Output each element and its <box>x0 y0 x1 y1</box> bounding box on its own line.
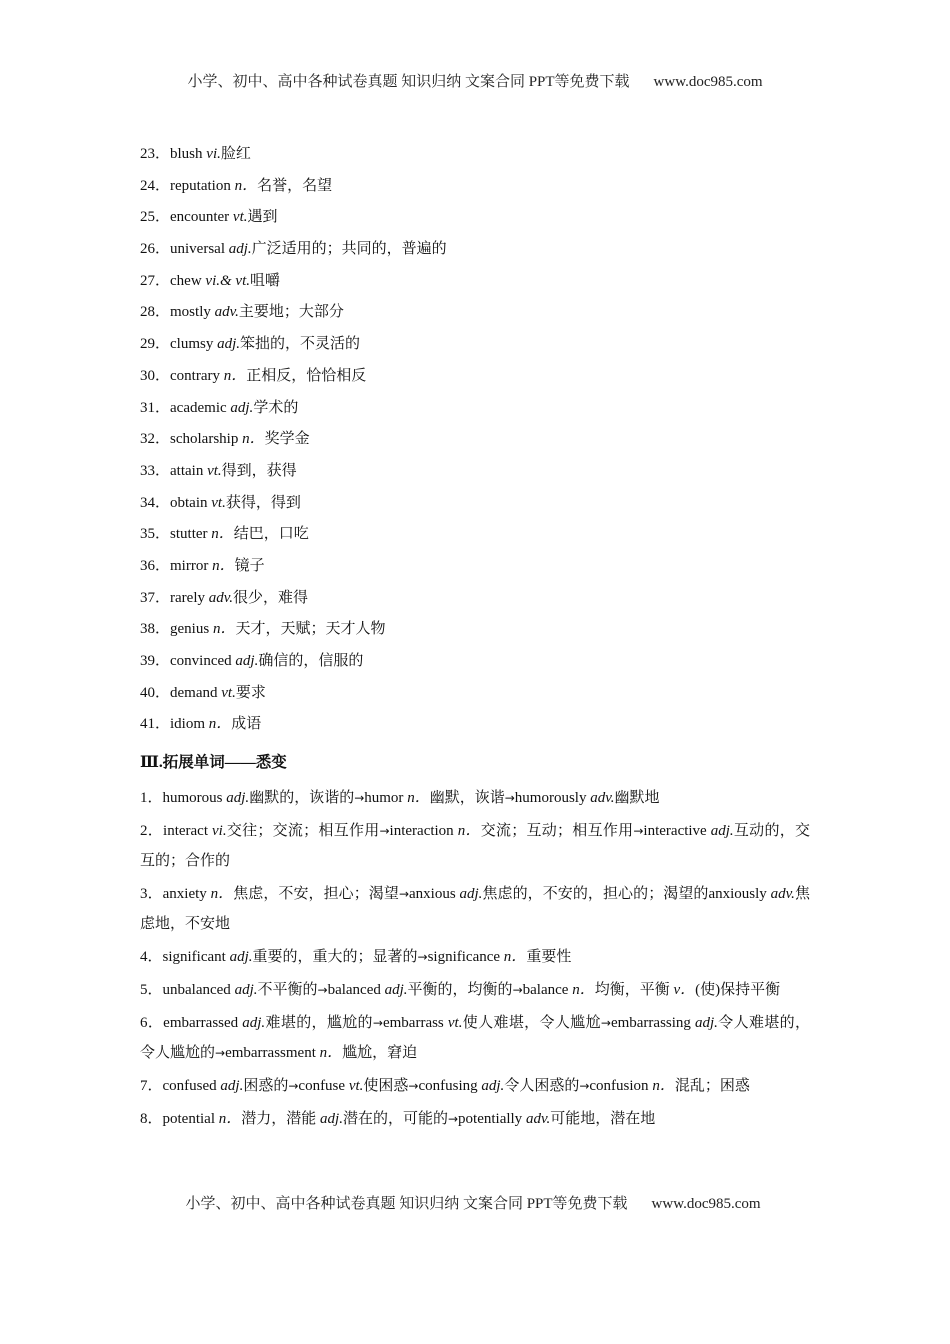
vocab-entry <box>140 714 820 746</box>
vocab-word: academic <box>170 399 231 416</box>
vocab-pos: n． <box>223 367 247 384</box>
vocab-entry <box>140 524 820 556</box>
vocab-entry <box>140 176 820 208</box>
extended-segment: 混乱；困惑 <box>674 1078 750 1094</box>
vocab-pos: n． <box>234 177 258 194</box>
vocab-meaning: 广泛适用的；共同的，普遍的 <box>251 241 447 258</box>
vocab-pos: adj. <box>228 241 252 258</box>
extended-entry <box>140 975 810 1005</box>
vocab-meaning: 正相反，恰恰相反 <box>246 367 367 384</box>
vocab-meaning: 名誉，名望 <box>257 177 333 194</box>
extended-segment: 幽默的，诙谐的 <box>249 790 355 806</box>
extended-segment: adv. <box>770 886 795 902</box>
vocab-word: demand <box>170 684 222 701</box>
extended-segment: 焦虑，不安，担心；渴望 <box>233 886 399 902</box>
extended-segment: 交往；交流；相互作用 <box>226 823 380 839</box>
vocab-meaning: 很少，难得 <box>233 589 309 606</box>
vocab-entry <box>140 334 820 366</box>
extended-entry <box>140 879 810 939</box>
extended-segment: 平衡的，均衡的 <box>407 982 513 998</box>
extended-segment: 互动的，交互的；合作的 <box>140 823 810 869</box>
extended-entry <box>140 816 810 876</box>
vocab-word: obtain <box>170 494 212 511</box>
extended-segment: adj. <box>384 982 408 998</box>
vocab-num: 33． <box>140 462 171 479</box>
extended-segment: anxious <box>409 886 460 902</box>
extended-segment: n． <box>503 949 527 965</box>
extended-segment: v． <box>673 982 696 998</box>
extended-segment: confusion <box>589 1078 653 1094</box>
extended-segment: n． <box>652 1078 675 1094</box>
extended-segment: 8．potential <box>140 1111 219 1127</box>
vocab-entry <box>140 556 820 588</box>
extended-entry <box>140 1008 810 1068</box>
extended-segment: 焦虑地，不安地 <box>140 886 810 932</box>
arrow-icon: → <box>447 1112 459 1126</box>
arrow-icon: → <box>317 983 328 997</box>
extended-segment: significance <box>427 949 504 965</box>
vocab-entry <box>140 271 820 303</box>
vocab-pos: n． <box>242 431 265 448</box>
vocab-entry <box>140 619 820 651</box>
arrow-icon: → <box>408 1079 419 1093</box>
extended-segment: 潜力，潜能 <box>241 1111 321 1127</box>
arrow-icon: → <box>215 1046 226 1060</box>
extended-segment: 交流；互动；相互作用 <box>480 823 634 839</box>
extended-segment: adj. <box>229 949 253 965</box>
extended-segment: (使)保持平衡 <box>695 982 781 998</box>
vocab-num: 31． <box>140 399 171 416</box>
extended-segment: 令人难堪的，令人尴尬的 <box>140 1015 810 1061</box>
vocab-word: convinced <box>170 653 236 669</box>
vocab-word: rarely <box>170 589 209 606</box>
extended-segment: adj. <box>320 1111 343 1127</box>
vocab-entry <box>140 429 820 461</box>
extended-segment: 幽默，诙谐 <box>429 790 505 806</box>
vocab-word: scholarship <box>170 431 243 448</box>
vocab-pos: vt. <box>221 684 236 701</box>
header-site[interactable]: www.doc985.com <box>653 74 763 90</box>
vocab-word: universal <box>170 241 229 258</box>
arrow-icon: → <box>379 824 390 838</box>
vocab-meaning: 奖学金 <box>264 431 310 448</box>
vocab-entry <box>140 651 820 683</box>
extended-segment: n． <box>218 1111 242 1127</box>
vocab-entry <box>140 683 820 715</box>
vocab-meaning: 天才，天赋；天才人物 <box>235 621 386 638</box>
extended-entry <box>140 1071 810 1101</box>
extended-segment: vt. <box>348 1078 364 1094</box>
extended-segment: balanced <box>327 982 385 998</box>
extended-segment: 难堪的，尴尬的 <box>265 1015 373 1031</box>
extended-segment: 4．significant <box>140 949 230 965</box>
extended-segment: adv. <box>525 1111 551 1127</box>
extended-segment: 潜在的，可能的 <box>342 1111 448 1127</box>
vocab-word: clumsy <box>170 336 218 353</box>
vocab-entry <box>140 366 820 398</box>
extended-segment: confuse <box>298 1078 349 1094</box>
vocab-pos: vi.& vt. <box>205 272 250 289</box>
extended-segment: 重要性 <box>526 949 572 965</box>
vocab-num: 40． <box>140 684 171 701</box>
vocab-word: idiom <box>170 716 209 733</box>
footer-text: 小学、初中、高中各种试卷真题 知识归纳 文案合同 PPT等免费下载 <box>185 1196 628 1212</box>
vocab-meaning: 确信的，信服的 <box>258 653 364 669</box>
vocab-meaning: 成语 <box>231 716 262 733</box>
extended-segment: 7．confused <box>140 1078 221 1094</box>
extended-segment: adj. <box>459 886 483 902</box>
vocab-meaning: 结巴，口吃 <box>233 526 309 543</box>
extended-segment: 2．interact <box>140 823 213 839</box>
vocab-word: mostly <box>170 304 215 321</box>
vocab-word: stutter <box>170 526 212 543</box>
extended-segment: interaction <box>389 823 458 839</box>
arrow-icon: → <box>579 1079 590 1093</box>
vocab-word: chew <box>170 272 206 289</box>
vocab-num: 41． <box>140 716 171 733</box>
vocab-pos: adj. <box>217 336 241 353</box>
vocab-num: 32． <box>140 431 171 448</box>
extended-segment: anxiously <box>708 886 771 902</box>
vocab-word: genius <box>170 621 213 638</box>
vocab-meaning: 得到，获得 <box>221 462 297 479</box>
vocab-word: encounter <box>170 209 233 226</box>
vocab-entry <box>140 461 820 493</box>
vocab-num: 29． <box>140 336 171 353</box>
vocab-meaning: 笨拙的，不灵活的 <box>240 336 361 353</box>
extended-segment: 重要的，重大的；显著的 <box>252 949 418 965</box>
extended-segment: interactive <box>643 823 711 839</box>
vocab-pos: adj. <box>230 399 254 416</box>
vocab-entry <box>140 493 820 525</box>
extended-segment: vi. <box>212 823 227 839</box>
arrow-icon: → <box>354 791 365 805</box>
arrow-icon: → <box>288 1079 299 1093</box>
extended-segment: 3．anxiety <box>140 886 211 902</box>
vocab-pos: n． <box>208 716 232 733</box>
vocab-entry <box>140 588 820 620</box>
vocab-entry <box>140 302 820 334</box>
extended-entry <box>140 942 810 972</box>
extended-segment: adj. <box>242 1015 266 1031</box>
extended-segment: embarrassing <box>610 1015 696 1031</box>
vocab-pos: vt. <box>207 462 222 479</box>
extended-segment: 尴尬，窘迫 <box>342 1045 418 1061</box>
extended-segment: 1．humorous <box>140 790 227 806</box>
vocab-word: contrary <box>170 367 224 384</box>
extended-segment: adj. <box>226 790 250 806</box>
extended-segment: confusing <box>418 1078 482 1094</box>
extended-word-list <box>140 783 810 1137</box>
extended-segment: 可能地，潜在地 <box>550 1111 656 1127</box>
vocab-meaning: 咀嚼 <box>250 272 281 289</box>
vocab-meaning: 脸红 <box>220 146 251 162</box>
vocab-num: 28． <box>140 304 171 321</box>
extended-segment: n． <box>407 790 430 806</box>
arrow-icon: → <box>372 1016 383 1030</box>
vocab-word: attain <box>170 462 208 479</box>
vocab-meaning: 获得，得到 <box>225 494 301 511</box>
vocab-entry <box>140 239 820 271</box>
extended-segment: 令人困惑的 <box>504 1078 580 1094</box>
vocab-num: 23． <box>140 146 171 162</box>
vocab-num: 39． <box>140 653 171 669</box>
vocab-num: 36． <box>140 557 171 574</box>
vocab-pos: n． <box>211 526 234 543</box>
extended-segment: adj. <box>710 823 734 839</box>
vocab-meaning: 镜子 <box>234 557 265 574</box>
vocab-entry <box>140 207 820 239</box>
page-header <box>0 70 950 91</box>
vocab-num: 27． <box>140 272 171 289</box>
extended-segment: potentially <box>458 1111 526 1127</box>
extended-segment: humorously <box>514 790 591 806</box>
vocab-word: reputation <box>170 177 235 194</box>
vocab-list <box>140 144 820 746</box>
extended-segment: 使人难堪，令人尴尬 <box>462 1015 601 1031</box>
vocab-meaning: 学术的 <box>253 399 299 416</box>
vocab-pos: adv. <box>214 304 239 321</box>
vocab-num: 24． <box>140 177 171 194</box>
extended-segment: n． <box>457 823 481 839</box>
vocab-meaning: 遇到 <box>247 209 278 226</box>
vocab-pos: n． <box>212 621 236 638</box>
arrow-icon: → <box>633 824 644 838</box>
vocab-num: 25． <box>140 209 171 226</box>
vocab-word: mirror <box>170 557 213 574</box>
vocab-num: 30． <box>140 367 171 384</box>
extended-segment: 困惑的 <box>243 1078 289 1094</box>
vocab-num: 26． <box>140 241 171 258</box>
vocab-meaning: 主要地；大部分 <box>238 304 344 321</box>
extended-segment: humor <box>364 790 408 806</box>
vocab-word: blush <box>170 146 207 162</box>
extended-segment: n． <box>319 1045 343 1061</box>
extended-segment: 6．embarrassed <box>140 1015 243 1031</box>
arrow-icon: → <box>600 1016 611 1030</box>
vocab-num: 34． <box>140 494 171 511</box>
section-title: Ⅲ.拓展单词——悉变 <box>140 754 287 771</box>
vocab-num: 35． <box>140 526 171 543</box>
extended-segment: 5．unbalanced <box>140 982 235 998</box>
vocab-meaning: 要求 <box>235 684 266 701</box>
vocab-pos: vt. <box>211 494 226 511</box>
extended-segment: adj. <box>481 1078 505 1094</box>
extended-segment: adj. <box>234 982 258 998</box>
extended-segment: n． <box>572 982 595 998</box>
vocab-pos: adj. <box>235 653 259 669</box>
header-text: 小学、初中、高中各种试卷真题 知识归纳 文案合同 PPT等免费下载 <box>187 74 630 90</box>
extended-segment: embarrassment <box>225 1045 320 1061</box>
footer-site[interactable]: www.doc985.com <box>651 1196 761 1212</box>
extended-segment: 使困惑 <box>363 1078 409 1094</box>
vocab-pos: vi. <box>206 146 221 162</box>
vocab-entry <box>140 144 820 176</box>
arrow-icon: → <box>398 887 410 901</box>
extended-entry <box>140 783 810 813</box>
vocab-pos: vt. <box>232 209 248 226</box>
extended-segment: vt. <box>447 1015 463 1031</box>
page-footer <box>0 1192 948 1213</box>
extended-segment: adj. <box>220 1078 244 1094</box>
extended-segment: 幽默地 <box>614 790 660 806</box>
vocab-pos: adv. <box>208 589 234 606</box>
extended-segment: 均衡，平衡 <box>594 982 674 998</box>
extended-segment: 不平衡的 <box>257 982 318 998</box>
arrow-icon: → <box>504 791 515 805</box>
extended-segment: balance <box>522 982 573 998</box>
extended-entry <box>140 1104 810 1134</box>
vocab-entry <box>140 398 820 430</box>
vocab-num: 37． <box>140 589 171 606</box>
extended-segment: embarrass <box>382 1015 448 1031</box>
vocab-num: 38． <box>140 621 171 638</box>
vocab-pos: n． <box>212 557 235 574</box>
extended-segment: 焦虑的，不安的，担心的；渴望的 <box>482 886 709 902</box>
extended-segment: n． <box>210 886 234 902</box>
arrow-icon: → <box>512 983 523 997</box>
extended-segment: adj. <box>695 1015 718 1031</box>
arrow-icon: → <box>417 950 428 964</box>
extended-segment: adv. <box>590 790 615 806</box>
